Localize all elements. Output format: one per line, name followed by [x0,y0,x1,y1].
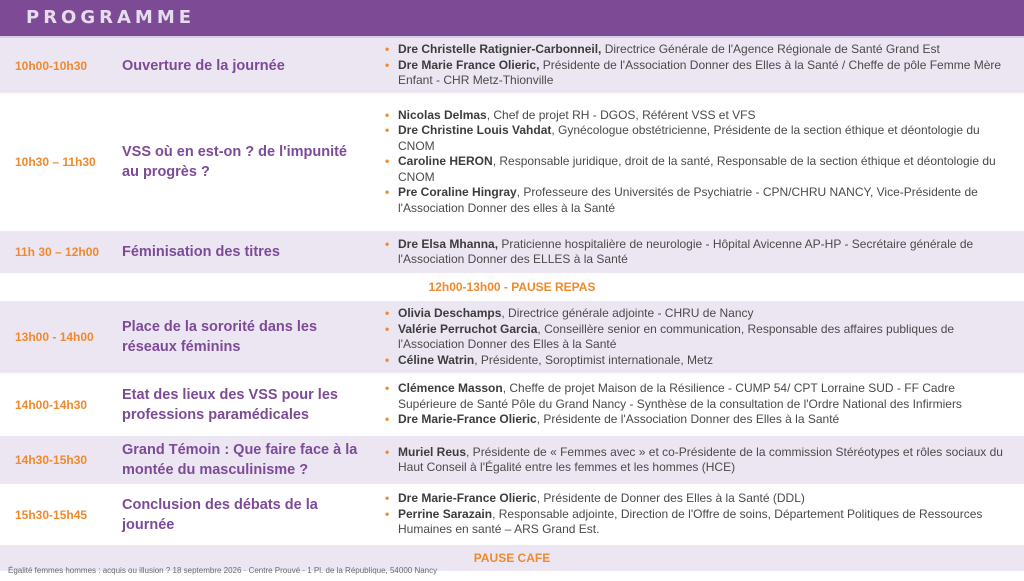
speaker-name: Muriel Reus [398,444,467,459]
bullet-icon: • [385,154,390,169]
speaker-name: Dre Elsa Mhanna, [398,236,499,251]
speaker-item [385,321,1016,353]
speaker-role: Directrice Générale de l'Agence Régionale de Santé Grand Est [601,42,940,57]
speaker-name: Dre Christelle Ratignier-Carbonneil, [398,42,602,57]
bullet-icon: • [385,185,390,200]
session-time: 15h30-15h45 [15,507,88,522]
bullet-icon: • [385,506,390,521]
bullet-icon: • [385,444,390,459]
speaker-role: , Présidente de Donner des Elles à la Santé (DDL) [536,491,805,506]
speaker-list [384,306,1024,368]
session-row [0,38,1024,96]
session-row [0,376,1024,436]
speaker-role: , Chef de projet RH - DGOS, Référent VSS et VFS [486,107,756,122]
bullet-icon: • [385,42,390,57]
speaker-item [385,306,1016,322]
session-title: Etat des lieux des VSS pour les professions paramédicales [122,386,338,423]
speaker-role: , Conseillère senior en communication, Responsable des affaires publiques de l'Association Donner des Elles à la Santé [398,321,955,351]
speaker-list [384,42,1024,89]
speaker-name: Valérie Perruchot Garcia [398,321,538,336]
speaker-name: Pre Coraline Hingray [398,185,517,200]
speaker-item [385,42,1016,58]
speaker-role: , Professeure des Universités de Psychiatrie - CPN/CHRU NANCY, Vice-Présidente de l'Association Donner des elles à la Santé [398,185,978,215]
session-title: VSS où en est-on ? de l'impunité au progrès ? [122,144,347,180]
speaker-name: Caroline HERON [398,154,493,169]
speaker-item [385,506,1016,538]
speaker-role: Présidente de l'Association Donner des Elles à la Santé / Cheffe de pôle Femme Mère Enfant - CHR Metz-Thionville [398,57,1002,88]
speaker-item [385,236,1016,268]
speaker-item [385,107,1016,124]
session-row [0,231,1024,276]
speaker-item [385,57,1016,89]
bullet-icon: • [385,236,390,251]
speaker-role: , Gynécologue obstétricienne, Présidente de la section éthique et déontologie du CNOM [398,123,980,153]
session-title: Place de la sororité dans les réseaux féminins [122,319,318,355]
speaker-item [385,412,1016,428]
speaker-name: Dre Christine Louis Vahdat [398,123,552,138]
speaker-role: Praticienne hospitalière de neurologie - Hôpital Avicenne AP-HP - Secrétaire générale de l'Association Donner des ELLES à la Santé [398,236,974,266]
bullet-icon: • [385,412,390,427]
session-row [0,96,1024,231]
session-row [0,487,1024,545]
bullet-icon: • [385,57,390,72]
speaker-role: , Présidente, Soroptimist internationale, Metz [474,352,714,367]
speaker-role: , Présidente de « Femmes avec » et co-Présidente de la commission Stéréotypes et rôles sociaux du Haut Conseil à l'Égalité entre les femmes et les hommes (HCE) [398,444,1003,474]
session-time: 13h00 - 14h00 [15,330,94,344]
speaker-name: Nicolas Delmas [398,107,487,122]
bullet-icon: • [385,491,390,506]
speaker-item [385,381,1016,412]
programme-header [0,0,1024,38]
bullet-icon: • [385,321,390,336]
session-title: Féminisation des titres [122,244,280,260]
speaker-item [385,491,1016,507]
speaker-item [385,444,1016,476]
session-title: Ouverture de la journée [122,57,285,74]
speaker-list [384,108,1024,217]
speaker-role: , Directrice générale adjointe - CHRU de Nancy [501,306,754,320]
speaker-name: Céline Watrin [398,352,475,367]
speaker-role: , Cheffe de projet Maison de la Résilience - CUMP 54/ CPT Lorraine SUD - FF Cadre Supérieure de Santé Pôle du Grand Nancy - Synthèse de la consultation de l'Ordre National des Infirmiers [398,381,962,411]
session-title: Conclusion des débats de la journée [122,496,318,533]
bullet-icon: • [385,352,390,367]
speaker-role: , Présidente de l'Association Donner des Elles à la Santé [536,412,840,427]
pause-cafe-label: PAUSE CAFE [473,551,551,565]
session-row [0,436,1024,487]
bullet-icon: • [385,123,390,138]
speaker-list [384,381,1024,428]
programme-table [0,38,1024,574]
speaker-list [384,237,1024,268]
programme-title: PROGRAMME [26,7,196,28]
speaker-name: Dre Marie-France Olieric [398,412,537,427]
speaker-role: , Responsable juridique, droit de la santé, Responsable de la section éthique et déontologie du CNOM [398,154,996,184]
speaker-item [385,352,1016,369]
footer-text: Égalité femmes hommes : acquis ou illusion ? 18 septembre 2026 · Centre Prouvé - 1 Pl. de la République, 54000 Nancy [8,566,438,575]
pause-row [0,276,1024,301]
speaker-name: Clémence Masson [398,381,503,396]
speaker-name: Dre Marie-France Olieric [398,491,537,506]
speaker-item [385,123,1016,154]
speaker-list [384,491,1024,538]
speaker-item [385,185,1016,216]
session-time: 14h00-14h30 [15,397,88,412]
session-time: 10h00-10h30 [15,58,88,73]
speaker-list [384,445,1024,476]
bullet-icon: • [385,107,390,122]
speaker-item [385,154,1016,185]
pause-lunch-label: 12h00-13h00 - PAUSE REPAS [428,280,596,294]
bullet-icon: • [385,381,390,396]
speaker-name: Perrine Sarazain [398,506,493,521]
speaker-name: Olivia Deschamps [398,306,502,320]
speaker-name: Dre Marie France Olieric, [398,57,540,72]
session-time: 14h30-15h30 [15,453,88,467]
session-time: 10h30 – 11h30 [15,155,96,169]
session-time: 11h 30 – 12h00 [15,245,100,259]
speaker-role: , Responsable adjointe, Direction de l'Offre de soins, Département Politiques de Ressources Humaines en santé – ARS Grand Est. [398,506,983,537]
bullet-icon: • [385,306,390,320]
session-row [0,301,1024,376]
session-title: Grand Témoin : Que faire face à la montée du masculinisme ? [122,442,358,478]
